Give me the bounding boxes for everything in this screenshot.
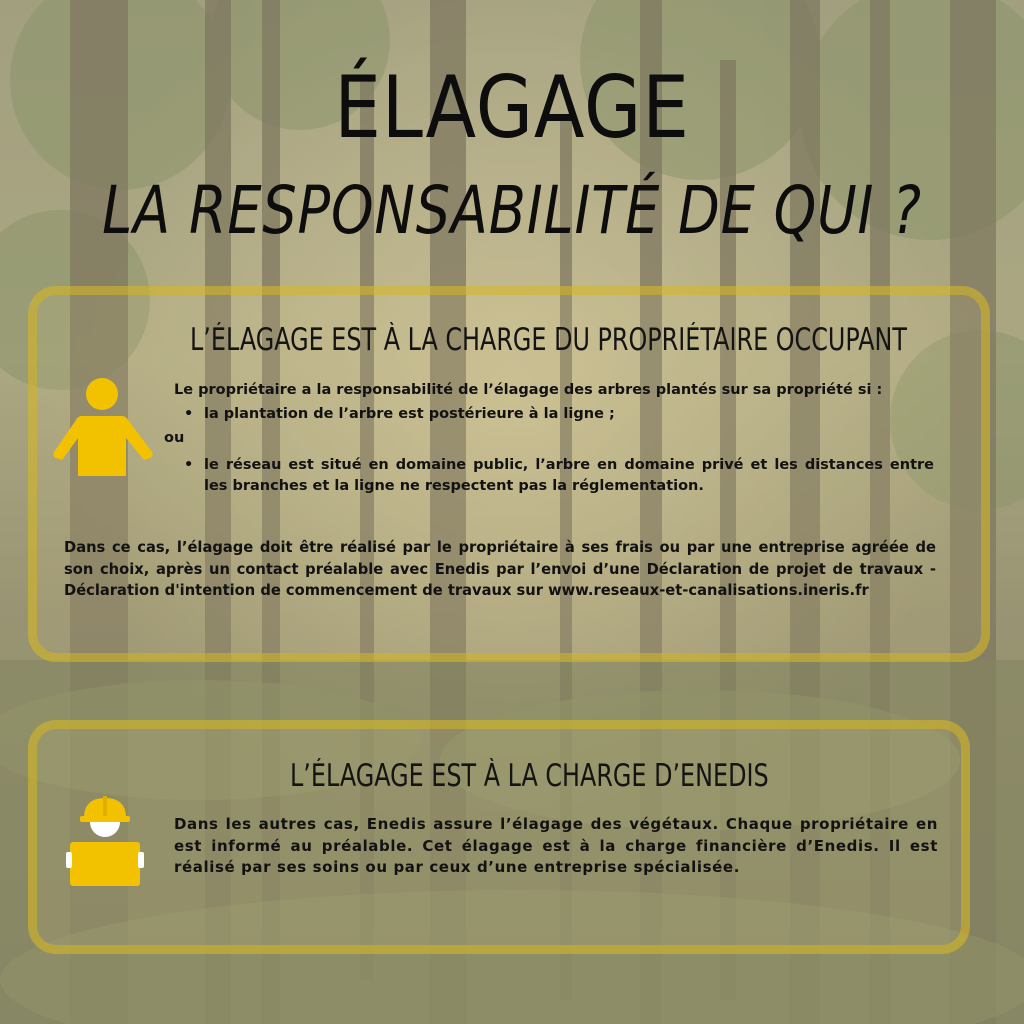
person-icon [52, 376, 156, 480]
page-title: ÉLAGAGE [334, 58, 690, 158]
worker-hardhat-icon [60, 792, 150, 888]
enedis-section-heading: L’ÉLAGAGE EST À LA CHARGE D’ENEDIS [290, 758, 769, 794]
list-item: • le réseau est situé en domaine public, l’arbre en domaine privé et les distances entre les branches et la ligne ne respectent pas la réglementation. [184, 455, 934, 497]
list-item: • la plantation de l’arbre est postérieure à la ligne ; [184, 404, 934, 425]
owner-section-heading: L’ÉLAGAGE EST À LA CHARGE DU PROPRIÉTAIRE OCCUPANT [190, 322, 907, 358]
owner-paragraph: Dans ce cas, l’élagage doit être réalisé par le propriétaire à ses frais ou par une entreprise agréée de son choix, après un contact préalable avec Enedis par l’envoi d’une Déclaration de projet de travaux - Déclaration d'intention de commencement de travaux sur www.reseaux-et-canalisations.ineris.fr [64, 539, 936, 599]
owner-intro-text: Le propriétaire a la responsabilité de l’élagage des arbres plantés sur sa propriété si : [174, 382, 883, 398]
bullet-text: la plantation de l’arbre est postérieure à la ligne ; [204, 406, 615, 422]
bullet-text: le réseau est situé en domaine public, l’arbre en domaine privé et les distances entre les branches et la ligne ne respectent pas la réglementation. [204, 457, 934, 494]
owner-or-text: ou [164, 430, 185, 446]
enedis-paragraph: Dans les autres cas, Enedis assure l’élagage des végétaux. Chaque propriétaire en est informé au préalable. Cet élagage est à la charge financière d’Enedis. Il est réalisé par ses soins ou par ceux d’une entreprise spécialisée. [174, 815, 938, 876]
page-subtitle: LA RESPONSABILITÉ DE QUI ? [102, 172, 922, 249]
